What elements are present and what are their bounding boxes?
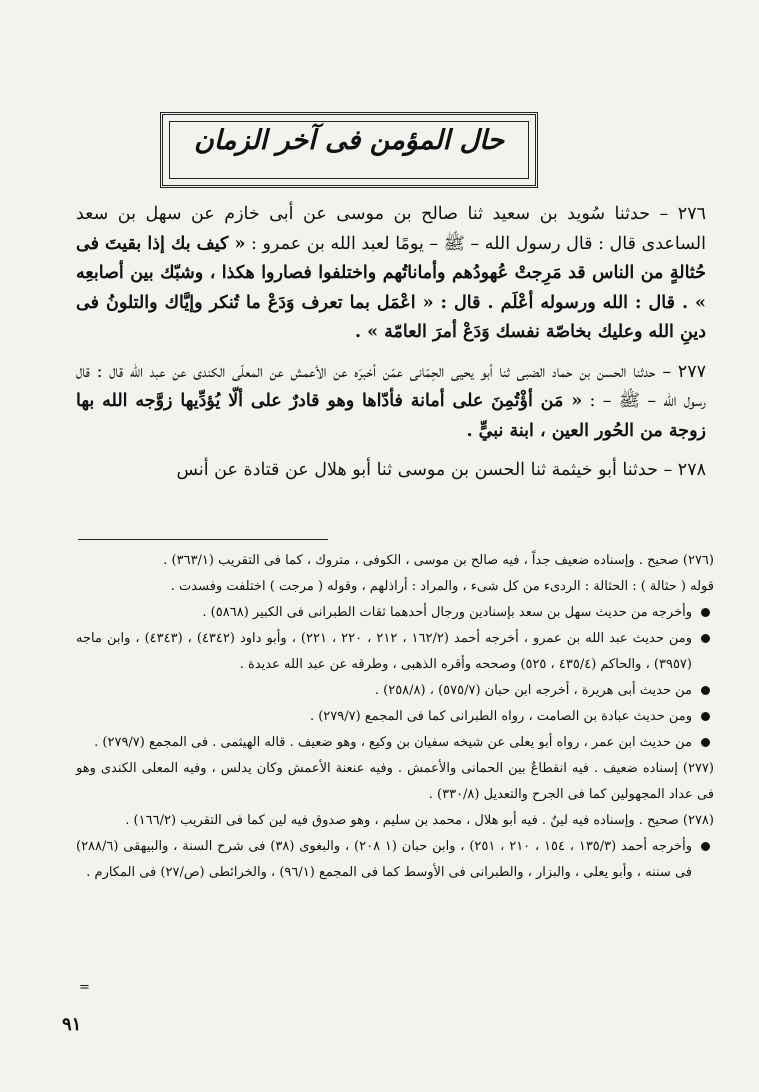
hadith-278: ٢٧٨ – حدثنا أبو خيثمة ثنا الحسن بن موسى ثنا أبو هلال عن قتادة عن أنس xyxy=(176,460,706,480)
continuation-mark: = xyxy=(79,980,90,995)
chapter-title: حال المؤمن فى آخر الزمان xyxy=(193,125,505,156)
footnote-bullet: من حديث ابن عمر ، رواه أبو يعلى عن شيخه سفيان بن وكيع ، وهو ضعيف . قاله الهيثمى . فى المجمع (٢٧٩/٧) . xyxy=(76,730,714,756)
footnote-278: (٢٧٨) صحيح . وإسناده فيه لينٌ . فيه أبو هلال ، محمد بن سليم ، وهو صدوق فيه لين كما فى التقريب (١٦٦/٢) . xyxy=(125,813,714,828)
footnote-276: (٢٧٦) صحيح . وإسناده ضعيف جداً ، فيه صالح بن موسى ، الكوفى ، متروك ، كما فى التقريب (٣٦٣/١) . xyxy=(163,553,714,568)
hadith-body xyxy=(76,200,706,496)
hadith-276-quote: « كيف بك إذا بقيتَ فى حُثالةٍ من الناس قد مَرِجتْ عُهودُهم وأماناتُهم واختلفوا فصاروا هكذا ، وشبّك بين أصابعِه » . قال : الله ورسوله أعْلَم . قال : « اعْمَل بما تعرف وَدَعْ ما تُنكر وإيَّاك والتلونُ فى دينِ الله وعليك بخاصّة نفسك وَدَعْ أمرَ العامّة » . xyxy=(76,233,706,342)
footnote-276-note: قوله ( حثالة ) : الحثالة : الردىء من كل شىء ، والمراد : أراذلهم ، وقوله ( مرجت ) اختلفت وفسدت . xyxy=(170,579,714,594)
hadith-276 xyxy=(76,200,706,348)
hadith-276-text: ٢٧٦ – حدثنا سُويد بن سعيد ثنا صالح بن موسى عن أبى خازم عن سهل بن سعد الساعدى قال : قال رسول الله – ﷺ – يومًا لعبد الله بن عمرو : xyxy=(76,204,706,254)
title-frame xyxy=(160,112,538,188)
footnote-bullet: ومن حديث عبادة بن الصامت ، رواه الطبرانى كما فى المجمع (٢٧٩/٧) . xyxy=(76,704,714,730)
footnote-277: (٢٧٧) إسناده ضعيف . فيه انقطاعٌ بين الحمانى والأعمش . وفيه عنعنة الأعمش وكان يدلس ، وفيه المعلى الكندى وهو فى عداد المجهولين كما فى الجرح والتعديل (٣٣٠/٨) . xyxy=(76,761,714,802)
footnote-bullet: من حديث أبى هريرة ، أخرجه ابن حبان (٥٧٥/٧) ، (٢٥٨/٨) . xyxy=(76,678,714,704)
footnotes xyxy=(76,548,714,886)
hadith-277-text: ٢٧٧ – حدثنا الحسن بن حماد الضبى ثنا أبو يحيى الحِمّانى عمّن أخبرَه عن الأعمش عن المعلّى الكندى عن عبد الله قال : قال رسول الله – ﷺ – : xyxy=(76,361,706,411)
footnote-bullet: ومن حديث عبد الله بن عمرو ، أخرجه أحمد (١٦٢/٢ ، ٢١٢ ، ٢٢٠ ، ٢٢١) ، وأبو داود (٤٣٤٢) ، (٤٣٤٣) ، وابن ماجه (٣٩٥٧) ، والحاكم (٤٣٥/٤ ، ٥٢٥) وصححه وأقره الذهبى ، وطرقه عن عبد الله عديدة . xyxy=(76,626,714,678)
footnote-separator xyxy=(78,539,328,540)
hadith-277 xyxy=(76,358,706,447)
footnote-bullet: وأخرجه أحمد (١٣٥/٣ ، ١٥٤ ، ٢١٠ ، ٢٥١) ، وابن حبان (١ ٢٠٨) ، والبغوى (٣٨) فى شرح السنة ، والبيهقى (٢٨٨/٦) فى سننه ، وأبو يعلى ، والبزار ، والطبرانى فى الأوسط كما فى المجمع (٩٦/١) ، والخرائطى (ص/٢٧) فى المكارم . xyxy=(76,834,714,886)
page-number: ٩١ xyxy=(62,1014,82,1035)
hadith-277-quote: « مَن أؤْتُمِنَ على أمانة فأدّاها وهو قادرٌ على ألّا يُؤدِّيها زوَّجه الله بها زوجة من الحُور العين ، ابنة نبيٍّ . xyxy=(76,391,706,441)
footnote-bullet: وأخرجه من حديث سهل بن سعد بإسنادين ورجال أحدهما ثقات الطبرانى فى الكبير (٥٨٦٨) . xyxy=(76,600,714,626)
